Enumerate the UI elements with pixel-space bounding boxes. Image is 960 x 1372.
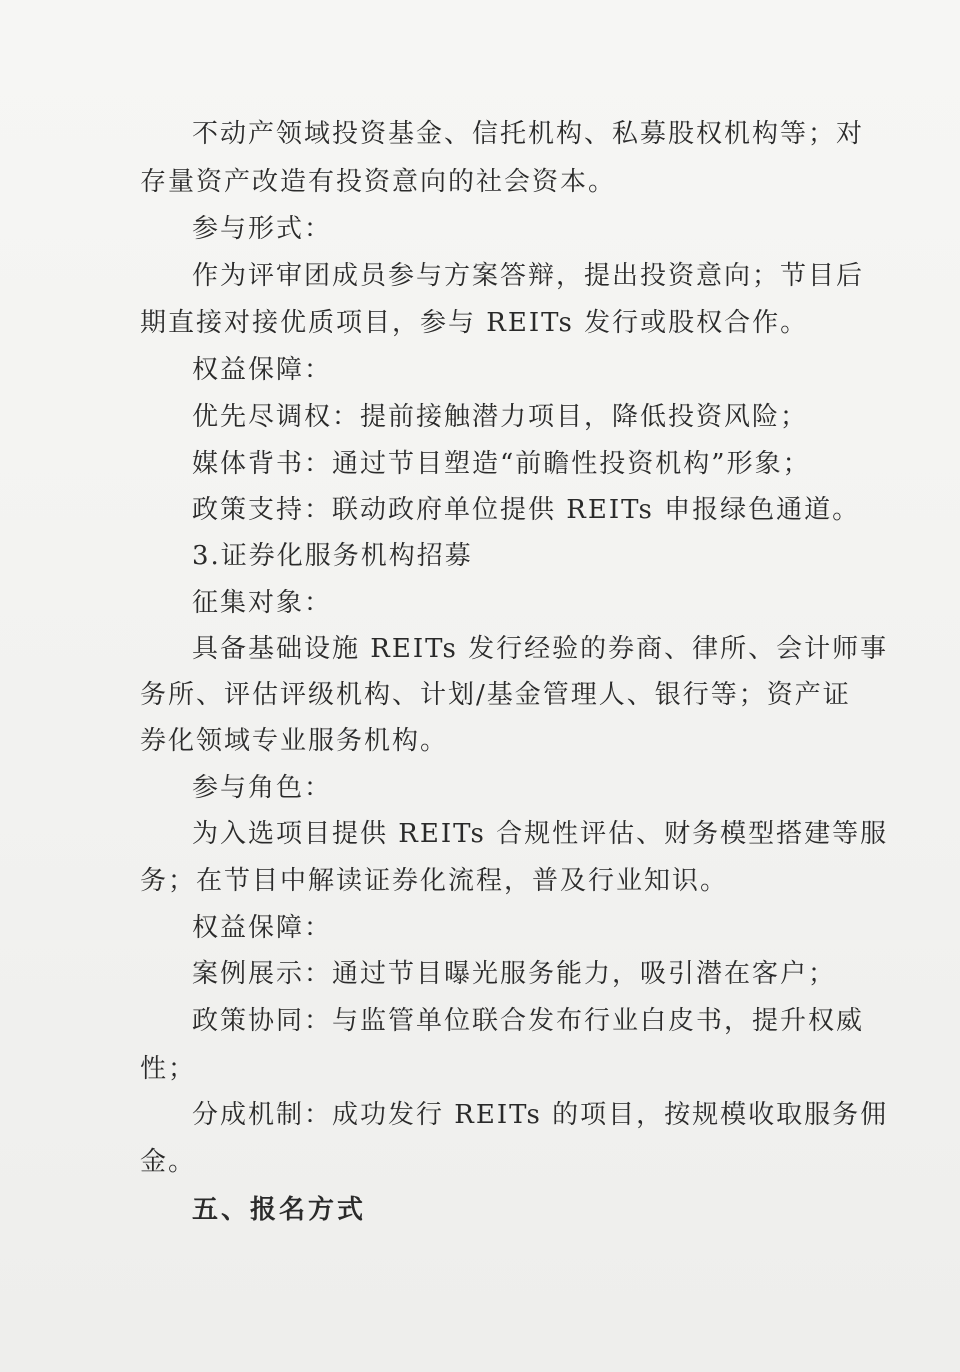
section-label: 权益保障： bbox=[192, 913, 333, 943]
subsection-heading: 3.证券化服务机构招募 bbox=[192, 541, 473, 571]
section-label: 征集对象： bbox=[192, 588, 333, 618]
paragraph-line: 不动产领域投资基金、信托机构、私募股权机构等；对 bbox=[192, 119, 865, 149]
paragraph-line: 作为评审团成员参与方案答辩，提出投资意向；节目后 bbox=[192, 261, 865, 291]
benefit-item: 分成机制：成功发行 REITs 的项目，按规模收取服务佣 bbox=[192, 1100, 889, 1130]
paragraph-line: 存量资产改造有投资意向的社会资本。 bbox=[140, 167, 617, 197]
benefit-item: 媒体背书：通过节目塑造“前瞻性投资机构”形象； bbox=[192, 449, 811, 479]
section-label: 参与角色： bbox=[192, 773, 333, 803]
paragraph-line: 金。 bbox=[140, 1147, 197, 1177]
section-heading: 五、报名方式 bbox=[192, 1195, 367, 1225]
paragraph-line: 具备基础设施 REITs 发行经验的券商、律所、会计师事 bbox=[192, 634, 889, 664]
paragraph-line: 为入选项目提供 REITs 合规性评估、财务模型搭建等服 bbox=[192, 819, 889, 849]
paragraph-line: 务所、评估评级机构、计划/基金管理人、银行等；资产证 bbox=[140, 680, 851, 710]
benefit-item: 案例展示：通过节目曝光服务能力，吸引潜在客户； bbox=[192, 959, 837, 989]
benefit-item: 政策支持：联动政府单位提供 REITs 申报绿色通道。 bbox=[192, 495, 861, 525]
paragraph-line: 券化领域专业服务机构。 bbox=[140, 726, 449, 756]
section-label: 参与形式： bbox=[192, 214, 333, 244]
paragraph-line: 务；在节目中解读证券化流程，普及行业知识。 bbox=[140, 866, 729, 896]
benefit-item: 优先尽调权：提前接触潜力项目，降低投资风险； bbox=[192, 402, 809, 432]
benefit-item: 政策协同：与监管单位联合发布行业白皮书，提升权威 bbox=[192, 1006, 865, 1036]
paragraph-line: 期直接对接优质项目，参与 REITs 发行或股权合作。 bbox=[140, 308, 809, 338]
section-label: 权益保障： bbox=[192, 355, 333, 385]
paragraph-line: 性； bbox=[140, 1054, 197, 1084]
